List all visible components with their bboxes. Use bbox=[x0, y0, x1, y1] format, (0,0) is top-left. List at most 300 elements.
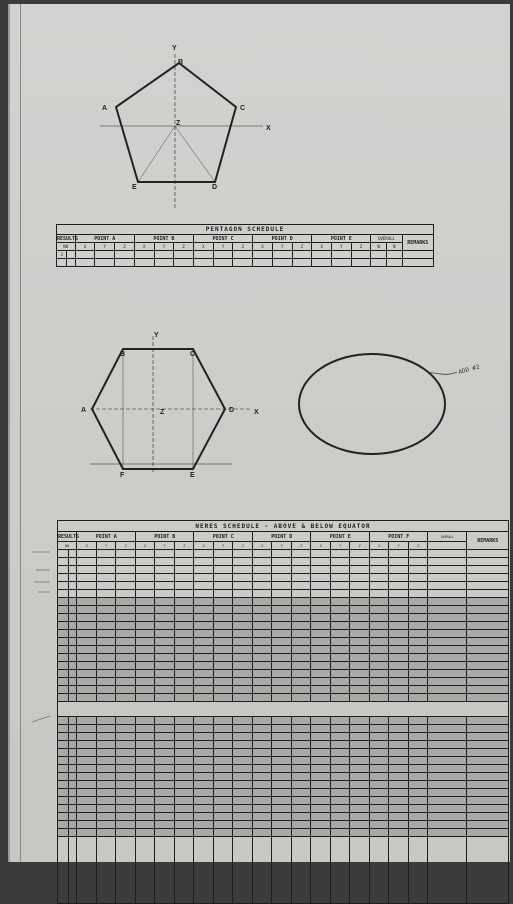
table-cell bbox=[330, 606, 350, 614]
table-cell bbox=[68, 622, 77, 630]
table-cell bbox=[350, 686, 370, 694]
table-row bbox=[58, 654, 509, 662]
table-cell bbox=[252, 733, 272, 741]
table-cell bbox=[272, 813, 292, 821]
table-cell bbox=[252, 646, 272, 654]
table-row bbox=[58, 622, 509, 630]
table-cell bbox=[194, 725, 214, 733]
table-cell bbox=[96, 749, 116, 757]
table-cell bbox=[58, 582, 69, 590]
table-cell bbox=[428, 590, 467, 598]
table-row bbox=[58, 590, 509, 598]
table-cell bbox=[213, 717, 233, 725]
table-cell bbox=[467, 757, 509, 765]
table-cell bbox=[96, 773, 116, 781]
table-cell bbox=[174, 622, 194, 630]
remarks-header: REMARKS bbox=[402, 235, 433, 251]
table-cell bbox=[194, 813, 214, 821]
table-cell bbox=[116, 646, 136, 654]
table-cell bbox=[428, 725, 467, 733]
table-cell bbox=[58, 717, 69, 725]
table-cell bbox=[233, 606, 253, 614]
table-cell bbox=[408, 686, 428, 694]
table-cell bbox=[428, 550, 467, 558]
table-cell bbox=[272, 781, 292, 789]
table-cell bbox=[311, 638, 331, 646]
table-cell bbox=[311, 797, 331, 805]
table-cell bbox=[311, 741, 331, 749]
pentagon-construction-line bbox=[138, 126, 175, 182]
table-cell bbox=[291, 733, 311, 741]
table-cell bbox=[174, 757, 194, 765]
table-cell bbox=[350, 757, 370, 765]
table-cell bbox=[77, 622, 97, 630]
table-cell bbox=[96, 725, 116, 733]
table-cell bbox=[155, 773, 175, 781]
table-cell bbox=[58, 741, 69, 749]
table-row bbox=[58, 757, 509, 765]
drawing-sheet bbox=[8, 4, 510, 862]
table-cell bbox=[77, 598, 97, 606]
hexagon-label-z: Z bbox=[160, 409, 165, 416]
table-cell bbox=[311, 765, 331, 773]
table-cell bbox=[389, 749, 409, 757]
table-cell bbox=[291, 749, 311, 757]
table-cell bbox=[330, 765, 350, 773]
table-cell bbox=[272, 829, 292, 837]
table-cell bbox=[467, 678, 509, 686]
table-cell bbox=[77, 606, 97, 614]
table-cell bbox=[350, 813, 370, 821]
table-cell bbox=[155, 558, 175, 566]
table-cell bbox=[135, 773, 155, 781]
table-cell bbox=[252, 662, 272, 670]
table-cell bbox=[135, 717, 155, 725]
table-cell bbox=[155, 797, 175, 805]
table-cell bbox=[213, 797, 233, 805]
table-cell bbox=[174, 773, 194, 781]
table-cell bbox=[428, 654, 467, 662]
table-cell bbox=[213, 781, 233, 789]
table-cell bbox=[116, 741, 136, 749]
coord-header-x: X bbox=[253, 243, 273, 251]
hexagon-label-x: X bbox=[254, 409, 259, 416]
table-cell bbox=[350, 821, 370, 829]
table-cell bbox=[408, 582, 428, 590]
table-cell bbox=[272, 598, 292, 606]
table-cell bbox=[116, 781, 136, 789]
table-cell bbox=[350, 614, 370, 622]
coord-header-x: X bbox=[369, 542, 389, 550]
equator-gap-row bbox=[58, 702, 509, 717]
table-cell bbox=[68, 638, 77, 646]
table-cell bbox=[174, 614, 194, 622]
table-row bbox=[58, 829, 509, 837]
table-cell bbox=[58, 646, 69, 654]
table-cell bbox=[174, 717, 194, 725]
overall-header: OVERALL bbox=[428, 532, 467, 542]
table-cell bbox=[428, 574, 467, 582]
table-row bbox=[58, 773, 509, 781]
table-cell bbox=[369, 646, 389, 654]
table-cell bbox=[155, 662, 175, 670]
table-cell bbox=[408, 725, 428, 733]
table-cell bbox=[330, 558, 350, 566]
pentagon-construction-line bbox=[175, 126, 215, 182]
table-cell bbox=[428, 805, 467, 813]
table-cell bbox=[369, 789, 389, 797]
table-cell bbox=[155, 614, 175, 622]
table-cell bbox=[467, 805, 509, 813]
table-cell bbox=[135, 630, 155, 638]
table-cell bbox=[467, 765, 509, 773]
table-cell bbox=[389, 654, 409, 662]
table-row bbox=[58, 678, 509, 686]
table-cell bbox=[58, 813, 69, 821]
table-cell bbox=[350, 662, 370, 670]
table-cell bbox=[408, 646, 428, 654]
table-cell bbox=[252, 670, 272, 678]
table-cell bbox=[135, 614, 155, 622]
table-cell bbox=[272, 646, 292, 654]
table-cell bbox=[389, 566, 409, 574]
table-cell bbox=[68, 813, 77, 821]
table-cell bbox=[252, 717, 272, 725]
table-cell bbox=[467, 741, 509, 749]
table-cell bbox=[116, 749, 136, 757]
table-cell bbox=[408, 717, 428, 725]
table-cell bbox=[96, 598, 116, 606]
table-cell bbox=[272, 582, 292, 590]
table-cell bbox=[291, 566, 311, 574]
coord-header-x: X bbox=[312, 243, 332, 251]
table-cell bbox=[96, 757, 116, 765]
table-cell bbox=[213, 757, 233, 765]
table-cell bbox=[252, 566, 272, 574]
table-cell bbox=[233, 749, 253, 757]
table-cell bbox=[330, 757, 350, 765]
table-cell bbox=[68, 733, 77, 741]
table-cell bbox=[116, 638, 136, 646]
table-row bbox=[58, 662, 509, 670]
table-cell bbox=[68, 590, 77, 598]
table-cell bbox=[155, 646, 175, 654]
table-cell bbox=[389, 646, 409, 654]
table-cell bbox=[174, 797, 194, 805]
pentagon-schedule-table bbox=[56, 224, 434, 267]
table-cell bbox=[77, 773, 97, 781]
table-cell bbox=[96, 765, 116, 773]
table-row bbox=[58, 646, 509, 654]
table-cell bbox=[467, 670, 509, 678]
table-cell bbox=[467, 686, 509, 694]
table-cell bbox=[408, 574, 428, 582]
table-cell bbox=[330, 614, 350, 622]
table-cell bbox=[252, 582, 272, 590]
table-cell bbox=[311, 717, 331, 725]
table-cell bbox=[116, 630, 136, 638]
table-cell bbox=[369, 558, 389, 566]
table-cell bbox=[213, 662, 233, 670]
table-cell bbox=[233, 773, 253, 781]
results-header: RESULTS bbox=[58, 533, 80, 540]
table-cell bbox=[96, 678, 116, 686]
coord-header-x: X bbox=[77, 542, 97, 550]
table-cell bbox=[428, 662, 467, 670]
table-cell bbox=[369, 741, 389, 749]
table-cell bbox=[291, 725, 311, 733]
table-cell bbox=[68, 558, 77, 566]
table-cell bbox=[252, 638, 272, 646]
table-cell bbox=[467, 614, 509, 622]
point-c-header: POINT C bbox=[194, 532, 253, 542]
table-cell bbox=[135, 606, 155, 614]
table-cell bbox=[194, 582, 214, 590]
table-cell bbox=[213, 678, 233, 686]
table-cell bbox=[77, 654, 97, 662]
table-row bbox=[58, 670, 509, 678]
table-cell bbox=[291, 670, 311, 678]
table-cell bbox=[58, 550, 69, 558]
table-cell bbox=[77, 821, 97, 829]
table-cell bbox=[408, 805, 428, 813]
table-cell bbox=[77, 638, 97, 646]
coord-header-y: Y bbox=[95, 243, 115, 251]
table-cell bbox=[350, 829, 370, 837]
table-cell bbox=[96, 622, 116, 630]
table-row bbox=[58, 574, 509, 582]
hexagon-label-c: C bbox=[190, 351, 196, 358]
table-cell bbox=[68, 662, 77, 670]
table-cell bbox=[155, 694, 175, 702]
table-cell bbox=[369, 725, 389, 733]
table-cell bbox=[135, 821, 155, 829]
table-cell bbox=[389, 630, 409, 638]
table-cell bbox=[428, 678, 467, 686]
table-cell bbox=[272, 654, 292, 662]
table-cell bbox=[467, 725, 509, 733]
table-cell bbox=[428, 749, 467, 757]
pentagon-label-e: E bbox=[132, 184, 137, 191]
table-row bbox=[58, 741, 509, 749]
table-cell bbox=[428, 598, 467, 606]
table-cell bbox=[174, 733, 194, 741]
table-cell bbox=[77, 614, 97, 622]
table-cell bbox=[272, 638, 292, 646]
table-cell bbox=[116, 765, 136, 773]
table-cell bbox=[174, 582, 194, 590]
table-cell bbox=[96, 829, 116, 837]
table-cell bbox=[252, 614, 272, 622]
pentagon-schedule-title: PENTAGON SCHEDULE bbox=[57, 225, 434, 235]
table-cell bbox=[77, 686, 97, 694]
table-cell bbox=[135, 789, 155, 797]
table-cell bbox=[311, 646, 331, 654]
table-cell bbox=[96, 558, 116, 566]
table-cell bbox=[389, 582, 409, 590]
table-cell bbox=[311, 550, 331, 558]
table-cell bbox=[369, 566, 389, 574]
table-cell bbox=[233, 813, 253, 821]
neres-schedule-title: NERES SCHEDULE - ABOVE & BELOW EQUATOR bbox=[58, 521, 509, 532]
table-cell bbox=[68, 646, 77, 654]
table-cell bbox=[311, 582, 331, 590]
point-e-header: POINT E bbox=[312, 235, 371, 243]
table-cell bbox=[467, 646, 509, 654]
table-cell bbox=[311, 757, 331, 765]
table-cell bbox=[194, 765, 214, 773]
table-cell bbox=[369, 805, 389, 813]
table-cell bbox=[233, 590, 253, 598]
table-cell bbox=[155, 606, 175, 614]
coord-header-y: Y bbox=[213, 542, 233, 550]
table-cell bbox=[96, 574, 116, 582]
table-cell bbox=[272, 821, 292, 829]
table-cell bbox=[135, 654, 155, 662]
table-cell bbox=[194, 558, 214, 566]
table-cell bbox=[116, 598, 136, 606]
table-cell bbox=[135, 638, 155, 646]
table-cell bbox=[135, 622, 155, 630]
table-cell bbox=[194, 749, 214, 757]
point-a-header: POINT A bbox=[77, 532, 136, 542]
table-cell bbox=[233, 630, 253, 638]
table-cell bbox=[467, 813, 509, 821]
hexagon-label-f: F bbox=[120, 472, 125, 479]
table-cell bbox=[96, 717, 116, 725]
table-cell bbox=[58, 829, 69, 837]
table-cell bbox=[174, 566, 194, 574]
table-cell bbox=[311, 821, 331, 829]
table-row bbox=[58, 558, 509, 566]
table-cell bbox=[311, 694, 331, 702]
table-cell bbox=[291, 797, 311, 805]
table-cell bbox=[408, 741, 428, 749]
table-cell bbox=[291, 678, 311, 686]
table-cell bbox=[252, 749, 272, 757]
table-cell bbox=[213, 558, 233, 566]
table-cell bbox=[116, 590, 136, 598]
table-cell bbox=[389, 678, 409, 686]
table-cell bbox=[116, 566, 136, 574]
table-row bbox=[58, 749, 509, 757]
table-cell bbox=[330, 622, 350, 630]
table-cell bbox=[428, 686, 467, 694]
table-cell bbox=[369, 821, 389, 829]
table-cell bbox=[58, 686, 69, 694]
table-cell bbox=[467, 566, 509, 574]
table-cell bbox=[428, 670, 467, 678]
table-cell bbox=[330, 678, 350, 686]
table-cell bbox=[194, 550, 214, 558]
coord-header-z: Z bbox=[351, 243, 371, 251]
table-cell bbox=[369, 829, 389, 837]
table-cell bbox=[58, 805, 69, 813]
table-cell bbox=[213, 630, 233, 638]
table-cell bbox=[194, 566, 214, 574]
table-cell bbox=[58, 662, 69, 670]
table-cell bbox=[135, 757, 155, 765]
table-cell bbox=[408, 781, 428, 789]
table-cell bbox=[135, 566, 155, 574]
table-cell bbox=[213, 550, 233, 558]
table-cell bbox=[68, 765, 77, 773]
coord-header-y: Y bbox=[389, 542, 409, 550]
table-cell bbox=[116, 805, 136, 813]
coord-header-y: Y bbox=[154, 243, 174, 251]
table-cell bbox=[135, 765, 155, 773]
point-e-header: POINT E bbox=[311, 532, 370, 542]
table-cell bbox=[68, 550, 77, 558]
table-cell bbox=[252, 574, 272, 582]
table-cell bbox=[233, 646, 253, 654]
coord-header-x: X bbox=[311, 542, 331, 550]
table-row bbox=[58, 781, 509, 789]
table-cell bbox=[291, 741, 311, 749]
table-cell bbox=[311, 654, 331, 662]
table-cell bbox=[389, 797, 409, 805]
table-cell bbox=[116, 622, 136, 630]
table-cell bbox=[428, 558, 467, 566]
table-cell bbox=[155, 678, 175, 686]
table-cell bbox=[96, 733, 116, 741]
table-cell bbox=[272, 606, 292, 614]
table-cell bbox=[116, 550, 136, 558]
table-cell bbox=[194, 654, 214, 662]
table-cell bbox=[350, 773, 370, 781]
table-cell bbox=[311, 622, 331, 630]
table-cell bbox=[467, 773, 509, 781]
table-row bbox=[58, 805, 509, 813]
table-cell bbox=[311, 614, 331, 622]
table-cell bbox=[408, 813, 428, 821]
table-cell bbox=[408, 614, 428, 622]
table-cell bbox=[252, 805, 272, 813]
table-cell bbox=[389, 781, 409, 789]
table-cell bbox=[408, 606, 428, 614]
table-cell bbox=[116, 733, 136, 741]
table-cell bbox=[155, 590, 175, 598]
table-cell bbox=[174, 686, 194, 694]
coord-header-x: X bbox=[252, 542, 272, 550]
table-cell bbox=[330, 598, 350, 606]
table-cell bbox=[77, 757, 97, 765]
ellipse-note: ADD #2 bbox=[457, 363, 481, 376]
table-cell bbox=[467, 574, 509, 582]
table-cell bbox=[272, 757, 292, 765]
table-cell bbox=[291, 686, 311, 694]
table-cell bbox=[68, 789, 77, 797]
table-cell bbox=[369, 606, 389, 614]
table-cell bbox=[311, 670, 331, 678]
table-cell bbox=[58, 678, 69, 686]
table-row bbox=[58, 606, 509, 614]
table-cell bbox=[428, 829, 467, 837]
table-cell bbox=[389, 717, 409, 725]
table-cell bbox=[213, 733, 233, 741]
table-cell bbox=[174, 821, 194, 829]
table-cell bbox=[369, 694, 389, 702]
table-cell bbox=[330, 574, 350, 582]
table-cell bbox=[68, 829, 77, 837]
table-cell bbox=[428, 789, 467, 797]
table-cell bbox=[68, 654, 77, 662]
table-cell bbox=[135, 662, 155, 670]
table-cell bbox=[194, 773, 214, 781]
table-cell bbox=[428, 765, 467, 773]
table-cell bbox=[467, 558, 509, 566]
table-cell bbox=[58, 781, 69, 789]
